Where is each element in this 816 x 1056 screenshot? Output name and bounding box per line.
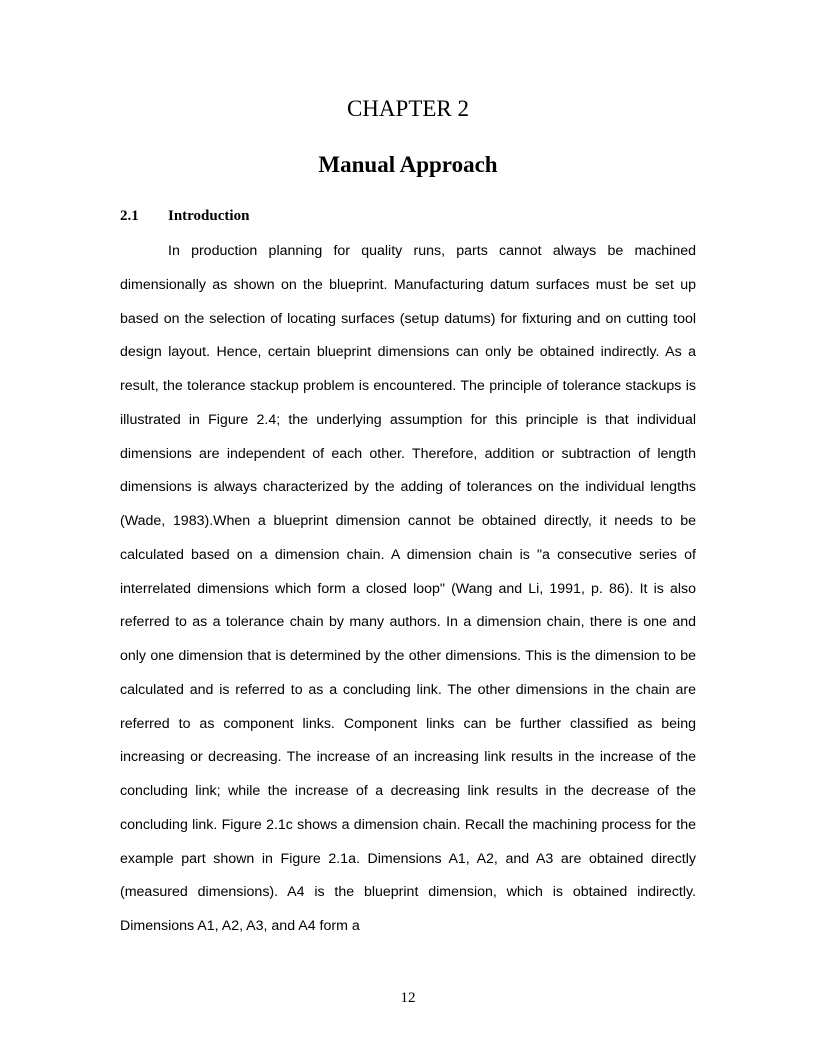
- body-paragraph: In production planning for quality runs, parts cannot always be machined dimensionally as shown on the blueprint. Manufacturing datum surfaces must be set up based on the selection of locating surfaces (setup datums) for fixturing and on cutting tool design layout. Hence, certain blueprint dimensions can only be obtained indirectly. As a result, the tolerance stackup problem is encountered. The principle of tolerance stackups is illustrated in Figure 2.4; the underlying assumption for this principle is that individual dimensions are independent of each other. Therefore, addition or subtraction of length dimensions is always characterized by the adding of tolerances on the individual lengths (Wade, 1983).When a blueprint dimension cannot be obtained directly, it needs to be calculated based on a dimension chain. A dimension chain is "a consecutive series of interrelated dimensions which form a closed loop" (Wang and Li, 1991, p. 86). It is also referred to as a tolerance chain by many authors. In a dimension chain, there is one and only one dimension that is determined by the other dimensions. This is the dimension to be calculated and is referred to as a concluding link. The other dimensions in the chain are referred to as component links. Component links can be further classified as being increasing or decreasing. The increase of an increasing link results in the increase of the concluding link; while the increase of a decreasing link results in the decrease of the concluding link. Figure 2.1c shows a dimension chain. Recall the machining process for the example part shown in Figure 2.1a. Dimensions A1, A2, and A3 are obtained directly (measured dimensions). A4 is the blueprint dimension, which is obtained indirectly. Dimensions A1, A2, A3, and A4 form a: [120, 243, 696, 934]
- page-number: 12: [400, 990, 416, 1006]
- section-title: Introduction: [168, 208, 250, 224]
- section-number: 2.1: [120, 208, 139, 224]
- section-heading: [120, 206, 249, 226]
- chapter-title: Manual Approach: [318, 152, 498, 177]
- chapter-heading: CHAPTER 2: [346, 96, 470, 121]
